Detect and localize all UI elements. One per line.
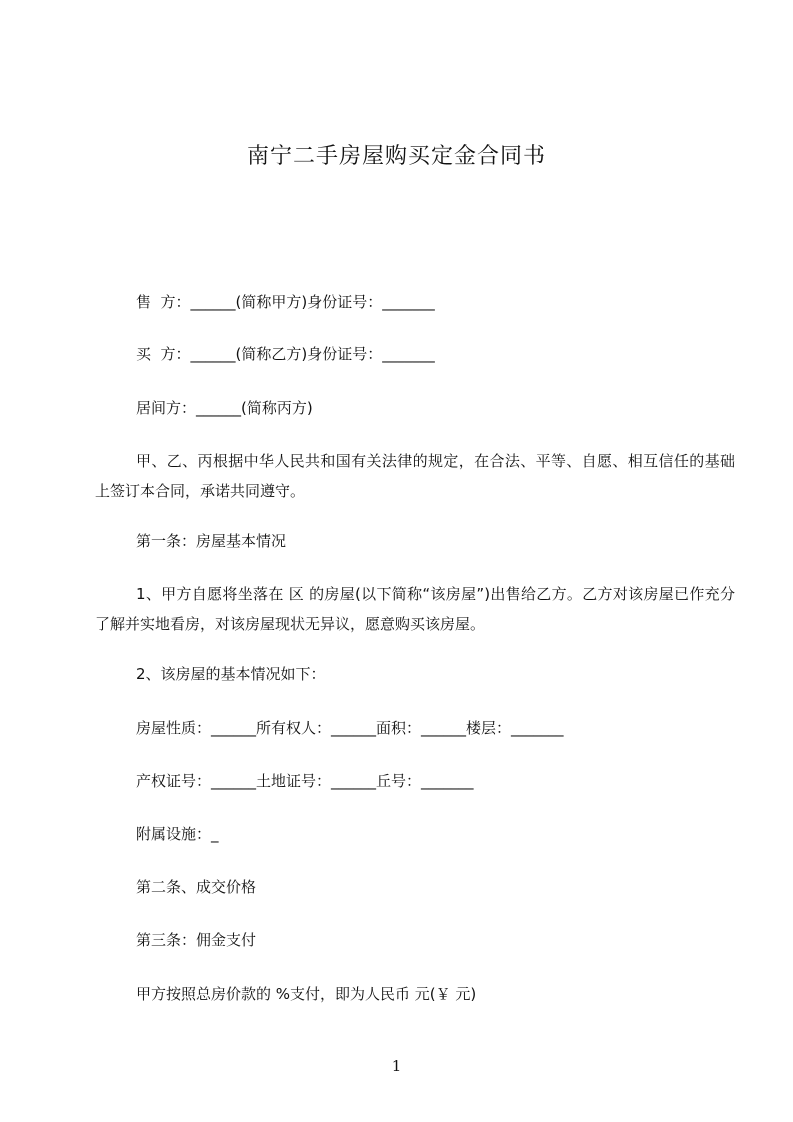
clause-1-paragraph: 1、甲方自愿将坐落在 区 的房屋(以下简称“该房屋”)出售给乙方。乙方对该房屋已作充分了解并实地看房，对该房屋现状无异议，愿意购买该房屋。: [95, 585, 735, 633]
article-3-heading: 第三条：佣金支付: [136, 931, 257, 949]
preamble-paragraph: 甲、乙、丙根据中华人民共和国有关法律的规定，在合法、平等、自愿、相互信任的基础上签订本合同，承诺共同遵守。: [95, 452, 735, 500]
seller-line: 售 方：______(简称甲方)身份证号：_______: [136, 293, 435, 311]
certificates-line: 产权证号：______土地证号：______丘号：_______: [136, 772, 474, 790]
commission-line: 甲方按照总房价款的 %支付，即为人民币 元(￥ 元): [136, 985, 477, 1003]
facilities-line: 附属设施：_: [136, 825, 219, 843]
article-2-heading: 第二条、成交价格: [136, 878, 257, 896]
buyer-line: 买 方：______(简称乙方)身份证号：_______: [136, 345, 435, 363]
article-1-heading: 第一条：房屋基本情况: [136, 532, 287, 550]
property-nature-line: 房屋性质：______所有权人：______面积：______楼层：_______: [136, 719, 564, 737]
page-number: 1: [391, 1057, 402, 1075]
clause-2-line: 2、该房屋的基本情况如下：: [136, 665, 326, 683]
broker-line: 居间方：______(简称丙方): [136, 399, 313, 417]
document-title: 南宁二手房屋购买定金合同书: [246, 144, 546, 169]
